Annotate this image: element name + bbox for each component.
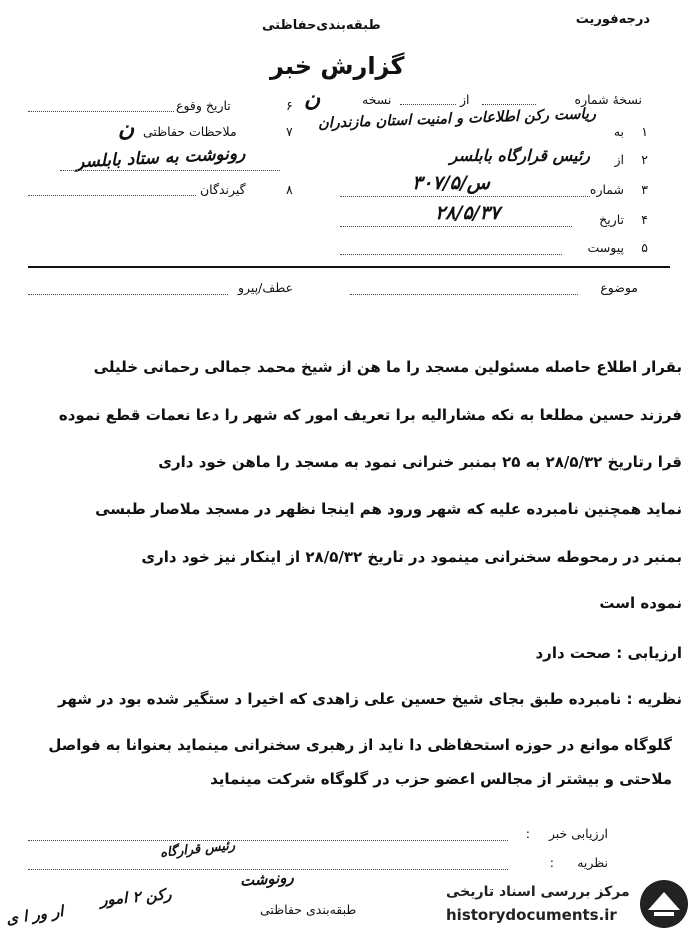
- opinion-line: گلوگاه موانع در حوزه استحفاظی دا ناید از رهبری سخنرانی مینماید بعنوانا به فواصل: [48, 736, 672, 754]
- classification-footer: طبقه‌بندی حفاظتی: [260, 902, 357, 917]
- field-3-dots: [340, 196, 590, 197]
- field-7-num: ۷: [286, 124, 293, 139]
- opinion-colon: :: [549, 855, 554, 870]
- body-line: بمنبر در رمحوطه سخنرانی مینمود در تاریخ ۲۸/۵/۳۲ از اینکار نیز خود داری: [141, 548, 682, 566]
- copy-of-dots: [400, 104, 456, 105]
- body-line: نماید همچنین نامبرده علیه که شهر ورود هم اینجا نظهر در مسجد ملاصار طبسی: [95, 500, 682, 518]
- field-8-num: ۸: [286, 182, 293, 197]
- body-line: فرزند حسین مطلعا به نکه مشارالیه برا تعریف امور که شهر را دعا نعمات قطع نموده: [58, 406, 682, 424]
- field-5-label: پیوست: [587, 240, 624, 255]
- field-4-num: ۴: [641, 212, 648, 227]
- opinion-line: نظریه : نامبرده طبق بجای شیخ حسین علی زاهدی که اخیرا د ستگیر شده بود در شهر: [58, 690, 682, 708]
- assessment-heading: ارزیابی : صحت دارد: [535, 644, 682, 662]
- field-3-label: شماره: [589, 182, 624, 197]
- assessment-dots: [28, 840, 508, 841]
- field-4-dots: [340, 226, 572, 227]
- assessment-colon: :: [525, 826, 530, 841]
- field-6-handwritten: ن: [304, 86, 321, 112]
- signature-handwriting: رئیس قرارگاه: [159, 838, 236, 861]
- field-2-num: ۲: [641, 152, 648, 167]
- field-4-label: تاریخ: [599, 212, 624, 227]
- field-6-dots: [28, 111, 174, 112]
- field-5-dots: [340, 254, 562, 255]
- opinion-line: ملاحتی و بیشتر از مجالس اعضو حزب در گلوگاه شرکت مینماید: [210, 770, 672, 788]
- field-2-label: از: [614, 152, 624, 167]
- field-8-dots: [28, 195, 196, 196]
- margin-handwriting: رونوشت به ستاد بابلسر: [75, 143, 246, 173]
- subject-label: موضوع: [600, 280, 638, 295]
- classification-header: طبقه‌بندی‌حفاظتی: [262, 18, 381, 33]
- field-7-label: ملاحظات حفاظتی: [143, 124, 237, 139]
- field-5-num: ۵: [641, 240, 648, 255]
- body-line: بقرار اطلاع حاصله مسئولین مسجد را ما هن از شیخ محمد جمالی رحمانی خلیلی: [93, 358, 682, 376]
- copy-no-label: نسخهٔ شماره: [574, 92, 642, 107]
- field-4-handwritten: ۲۸/۵/۳۷: [435, 202, 500, 224]
- watermark-url: historydocuments.ir: [446, 906, 617, 924]
- reference-dots: [28, 294, 228, 295]
- margin-note-2: رکن ۲ امور: [99, 884, 173, 910]
- field-1-label: به: [613, 124, 624, 139]
- margin-underline: [60, 170, 280, 171]
- subject-dots: [350, 294, 578, 295]
- field-1-num: ۱: [641, 124, 648, 139]
- margin-initials: ار ور ا ی: [5, 902, 65, 928]
- field-6-num: ۶: [286, 98, 293, 113]
- field-7-handwritten: ن: [118, 116, 135, 142]
- field-8-label: گیرندگان: [200, 182, 246, 197]
- watermark-logo-icon: [638, 878, 690, 930]
- field-3-num: ۳: [641, 182, 648, 197]
- copy-suffix-label: نسخه: [362, 92, 392, 107]
- field-6-label: تاریخ وقوع: [176, 98, 231, 113]
- opinion-label: نظریه: [577, 855, 608, 870]
- field-1-handwritten: ریاست رکن اطلاعات و امنیت استان مازندران: [317, 105, 597, 132]
- form-separator: [28, 266, 670, 268]
- reference-label: عطف/پیرو: [238, 280, 294, 295]
- copy-no-dots: [482, 104, 536, 105]
- field-2-handwritten: رئیس قرارگاه بابلسر: [449, 146, 590, 165]
- assessment-label: ارزیابی خبر: [548, 826, 608, 841]
- margin-note-1: رونوشت: [239, 868, 295, 890]
- copy-of-label: از: [460, 92, 470, 107]
- watermark-title: مرکز بررسی اسناد تاریخی: [446, 884, 630, 900]
- body-line: نموده است: [599, 594, 682, 612]
- priority-label: درجه‌فوریت: [575, 12, 650, 27]
- field-3-handwritten: ۳۰۷/۵/س: [412, 172, 490, 194]
- form-title: گزارش خبر: [270, 52, 405, 80]
- body-line: قرا رتاریخ ۲۸/۵/۳۲ به ۲۵ بمنبر خنرانی نمود به مسجد را ماهن خود داری: [158, 453, 682, 471]
